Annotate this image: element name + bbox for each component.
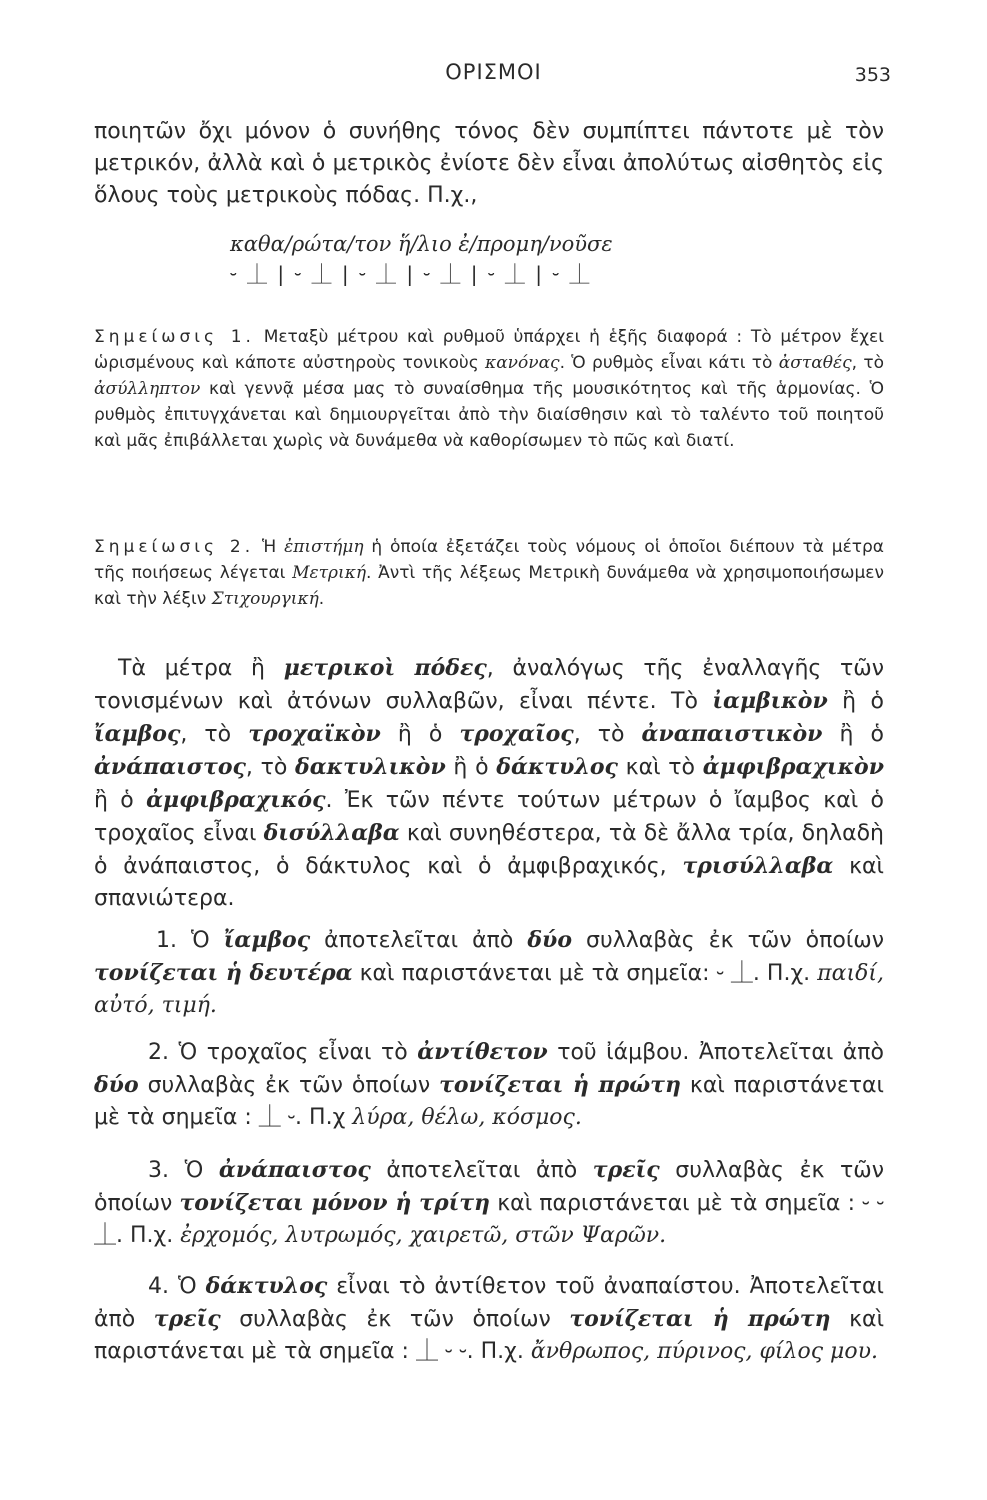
item-text: καὶ παριστάνεται μὲ τὰ σημεῖα : ⏊ ⏑. Π.χ [94, 1073, 884, 1130]
note-2-text: . [318, 589, 325, 609]
item-term: ἴαμβος [223, 927, 311, 953]
item-term: ἀνάπαιστος [218, 1157, 371, 1183]
main-text: ἢ ὁ [445, 755, 497, 780]
item-term: ἀντίθετον [417, 1039, 548, 1065]
item-text: ἀποτελεῖται ἀπὸ [370, 1158, 593, 1183]
note-2 [94, 534, 884, 612]
intro-paragraph: ποιητῶν ὄχι μόνον ὁ συνήθης τόνος δὲν συμπίπτει πάντοτε μὲ τὸν μετρικόν, ἀλλὰ καὶ ὁ μετρικὸς ἐνίοτε δὲν εἶναι ἀπολύτως αἰσθητὸς εἰς ὅλους τοὺς μετρικοὺς πόδας. Π.χ., [94, 119, 884, 208]
header-title: ΟΡΙΣΜΟΙ [445, 60, 542, 84]
note-1 [94, 324, 884, 454]
main-paragraph [94, 652, 884, 915]
note-1-text: . Ὁ ρυθμὸς εἶναι κάτι τὸ [559, 353, 779, 373]
item-text: συλλαβὰς ἐκ τῶν ὁποίων [220, 1307, 570, 1332]
note-2-text: ἡ ὁποία ἐξετάζει τοὺς νόμους οἱ ὁποῖοι διέπουν τὰ μέτρα τῆς ποιήσεως λέγεται [94, 537, 885, 583]
item-examples: ἐρχομός, λυτρωμός, χαιρετῶ, στῶν Ψαρῶν. [180, 1223, 667, 1248]
item-3-anapaest [94, 1154, 884, 1252]
note-2-italic: Μετρική [292, 563, 367, 583]
main-term: ἀμφιβραχικός [146, 787, 326, 813]
item-text: 3. Ὁ [148, 1158, 219, 1183]
main-text: , τὸ [180, 722, 249, 747]
main-term: ἀμφιβραχικὸν [702, 754, 884, 780]
item-term: τρεῖς [153, 1306, 221, 1332]
item-text: εἶναι τὸ ἀντίθετον τοῦ ἀναπαίστου. Ἀποτελεῖται ἀπὸ [94, 1274, 885, 1332]
note-2-label: Σημείωσις 2. [94, 537, 255, 557]
note-1-italic: ἀσταθές [778, 353, 852, 373]
item-1-iambus [94, 924, 884, 1022]
main-term: δακτυλικὸν [295, 754, 446, 780]
item-text: ἀποτελεῖται ἀπὸ [310, 928, 528, 953]
item-term: τονίζεται μόνον ἡ τρίτη [179, 1190, 491, 1216]
main-term: ἀνάπαιστος [94, 754, 246, 780]
item-text: τοῦ ἰάμβου. Ἀποτελεῖται ἀπὸ [547, 1040, 885, 1065]
main-term: μετρικοὶ πόδες [283, 655, 487, 681]
note-1-text: , τὸ [851, 353, 884, 373]
main-text: καὶ συνηθέστερα, τὰ δὲ ἄλλα τρία, δηλαδὴ ὁ ἀνάπαιστος, ὁ δάκτυλος καὶ ὁ ἀμφιβραχικός, [94, 821, 885, 879]
item-text: καὶ παριστάνεται μὲ τὰ σημεῖα: ⏑ ⏊. Π.χ. [352, 961, 818, 986]
main-text: ἢ ὁ [827, 689, 885, 714]
main-text: ἢ ὁ [380, 722, 460, 747]
main-term: ἀναπαιστικὸν [641, 721, 823, 747]
main-text: , τὸ [573, 722, 642, 747]
item-text: 1. Ὁ [156, 928, 224, 953]
note-1-italic: ἀσύλληπτον [94, 379, 201, 399]
main-text: ἢ ὁ [94, 788, 147, 813]
note-1-text: Μεταξὺ μέτρου καὶ ρυθμοῦ ὑπάρχει ἡ ἑξῆς διαφορά : Τὸ μέτρον ἔχει ὡρισμένους καὶ κάποτε αὐστηροὺς τονικοὺς [94, 327, 885, 373]
meter-notation: ⏑ ⏊ | ⏑ ⏊ | ⏑ ⏊ | ⏑ ⏊ | ⏑ ⏊ | ⏑ ⏊ [230, 262, 592, 286]
main-text: , τὸ [245, 755, 296, 780]
verse-line: καθα/ρώτα/τον ἥ/λιο ἐ/προμη/νοῦσε [230, 232, 613, 256]
item-examples: ἄνθρωπος, πύρινος, φίλος μου. [530, 1339, 878, 1364]
item-examples: λύρα, θέλω, κόσμος. [352, 1105, 582, 1130]
main-text: Τὰ μέτρα ἢ [118, 656, 284, 681]
note-1-italic: κανόνας [485, 353, 560, 373]
note-2-text: . Ἀντὶ τῆς λέξεως Μετρικὴ δυνάμεθα νὰ χρησιμοποιήσωμεν καὶ τὴν λέξιν [94, 563, 884, 609]
verse-example [230, 232, 750, 287]
item-text: 2. Ὁ τροχαῖος εἶναι τὸ [148, 1040, 418, 1065]
item-examples: παιδί, αὐτό, τιμή. [94, 961, 884, 1018]
main-term: τρισύλλαβα [682, 853, 834, 879]
main-term: δάκτυλος [496, 754, 618, 780]
note-2-italic: Στιχουργική [211, 589, 319, 609]
page-number: 353 [854, 64, 891, 86]
item-2-trochee [94, 1036, 884, 1134]
main-term: τροχαῖος [459, 721, 574, 747]
main-term: ἴαμβος [94, 721, 181, 747]
item-text: 4. Ὁ [148, 1274, 206, 1299]
item-text: καὶ παριστάνεται μὲ τὰ σημεῖα : ⏊ ⏑ ⏑. Π.χ. [94, 1307, 885, 1364]
item-term: τονίζεται ἡ πρώτη [439, 1072, 681, 1098]
main-text: καὶ σπανιώτερα. [94, 854, 885, 911]
item-term: τονίζεται ἡ δευτέρα [94, 960, 353, 986]
item-term: τονίζεται ἡ πρώτη [569, 1306, 831, 1332]
note-1-text: καὶ γεννᾷ μέσα μας τὸ συναίσθημα τῆς μουσικότητος καὶ τῆς ἁρμονίας. Ὁ ρυθμὸς ἐπιτυγχάνεται καὶ δημιουργεῖται ἀπὸ τὴν διαίσθησιν καὶ τὸ ταλέντο τοῦ ποιητοῦ καὶ μᾶς ἐπιβάλλεται χωρὶς νὰ δυνάμεθα νὰ καθορίσωμεν τὸ πῶς καὶ διατί. [94, 379, 884, 451]
running-header [0, 58, 987, 98]
item-text: καὶ παριστάνεται μὲ τὰ σημεῖα : ⏑ ⏑ ⏊. Π.χ. [94, 1191, 884, 1248]
item-term: τρεῖς [592, 1157, 660, 1183]
item-term: δύο [527, 927, 572, 953]
item-term: δύο [94, 1072, 139, 1098]
item-4-dactyl [94, 1270, 884, 1368]
item-text: συλλαβὰς ἐκ τῶν ὁποίων [94, 1158, 885, 1216]
note-2-italic: ἐπιστήμη [284, 537, 364, 557]
note-1-label: Σημείωσις 1. [94, 327, 255, 347]
note-2-text: Ἡ [262, 537, 285, 557]
item-text: συλλαβὰς ἐκ τῶν ὁποίων [138, 1073, 440, 1098]
main-term: τροχαϊκὸν [248, 721, 381, 747]
main-text: . Ἐκ τῶν πέντε τούτων μέτρων ὁ ἴαμβος καὶ ὁ τροχαῖος εἶναι [94, 788, 885, 846]
main-text: ἢ ὁ [822, 722, 885, 747]
item-text: συλλαβὰς ἐκ τῶν ὁποίων [572, 928, 885, 953]
main-text: , ἀναλόγως τῆς ἐναλλαγῆς τῶν τονισμένων καὶ ἀτόνων συλλαβῶν, εἶναι πέντε. Τὸ [94, 656, 884, 714]
main-term: ἰαμβικὸν [712, 688, 828, 714]
main-text: καὶ τὸ [617, 755, 703, 780]
item-term: δάκτυλος [205, 1273, 328, 1299]
main-term: δισύλλαβα [263, 820, 400, 846]
